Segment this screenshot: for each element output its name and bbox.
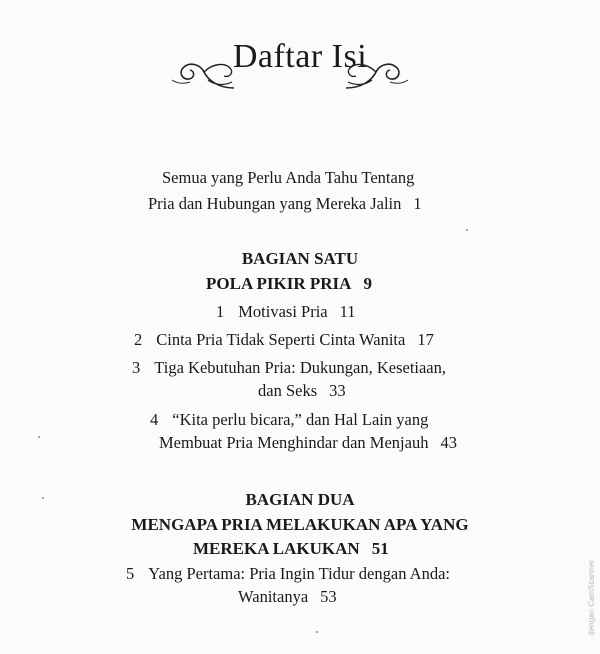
chapter-title-continued: Membuat Pria Menghindar dan Menjauh (159, 433, 429, 452)
chapter-title: Yang Pertama: Pria Ingin Tidur dengan Anda: (148, 564, 450, 583)
page-title: Daftar Isi (232, 38, 368, 75)
part-one-heading (206, 274, 372, 294)
left-flourish-ornament (168, 58, 238, 94)
chapter-title: Tiga Kebutuhan Pria: Dukungan, Kesetiaan, (154, 358, 447, 377)
chapter-page-number: 33 (329, 381, 346, 400)
part-two-label: BAGIAN DUA (245, 490, 355, 509)
toc-entry-2 (134, 330, 434, 350)
toc-entry-5 (126, 564, 450, 584)
toc-entry-1 (216, 302, 356, 322)
intro-line-1: Semua yang Perlu Anda Tahu Tentang (162, 168, 415, 187)
chapter-number: 1 (216, 302, 225, 321)
scan-speck (38, 436, 40, 438)
part-two-heading (193, 539, 389, 559)
part-two-page-number: 51 (371, 539, 389, 558)
chapter-page-number: 11 (339, 302, 356, 321)
chapter-number: 4 (150, 410, 159, 429)
title-block (0, 38, 600, 76)
chapter-title-continued: Wanitanya (238, 587, 309, 606)
chapter-title: Cinta Pria Tidak Seperti Cinta Wanita (156, 330, 406, 349)
chapter-page-number: 43 (440, 433, 457, 452)
scan-speck (316, 631, 318, 633)
chapter-number: 5 (126, 564, 135, 583)
chapter-page-number: 17 (417, 330, 434, 349)
scanner-watermark: dengan CamScanner (587, 560, 596, 636)
chapter-title-continued: dan Seks (258, 381, 318, 400)
intro-line-2-text: Pria dan Hubungan yang Mereka Jalin (148, 194, 402, 213)
scan-speck (42, 497, 44, 499)
chapter-title: “Kita perlu bicara,” dan Hal Lain yang (172, 410, 429, 429)
toc-entry-3-continued (258, 381, 346, 401)
toc-entry-4-continued (159, 433, 457, 453)
chapter-number: 3 (132, 358, 141, 377)
intro-page-number: 1 (413, 194, 422, 213)
chapter-number: 2 (134, 330, 143, 349)
toc-entry-3 (132, 358, 446, 378)
scan-speck (466, 229, 468, 231)
part-one-label: BAGIAN SATU (241, 249, 359, 268)
chapter-title: Motivasi Pria (238, 302, 328, 321)
intro-line-2 (148, 194, 422, 214)
chapter-page-number: 53 (320, 587, 337, 606)
part-two-title-line-2: MEREKA LAKUKAN (193, 539, 360, 558)
toc-entry-4 (150, 410, 428, 430)
right-flourish-ornament (342, 58, 412, 94)
part-one-title: POLA PIKIR PRIA (206, 274, 352, 293)
toc-entry-5-continued (238, 587, 337, 607)
part-two-title-line-1: MENGAPA PRIA MELAKUKAN APA YANG (131, 515, 469, 534)
part-one-page-number: 9 (363, 274, 372, 293)
